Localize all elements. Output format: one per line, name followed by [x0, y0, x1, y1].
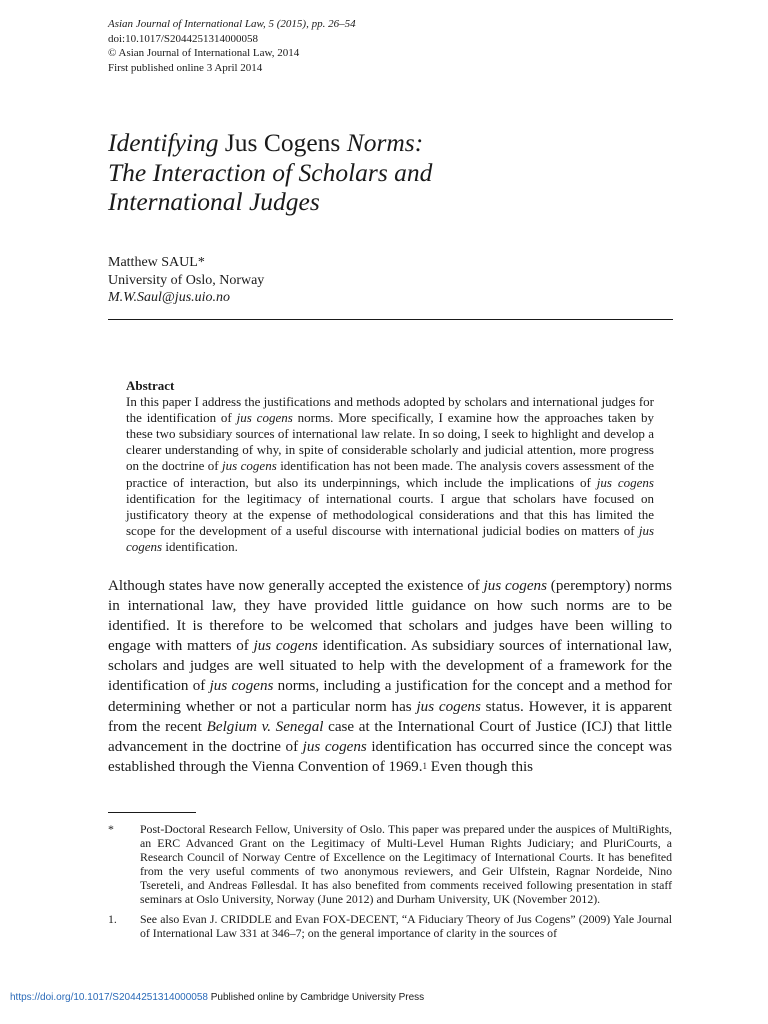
title-part-2: Jus Cogens — [218, 128, 347, 157]
title-part-1: Identifying — [108, 128, 219, 157]
footnote-mark: 1. — [108, 912, 117, 926]
footnote-item — [108, 912, 672, 940]
journal-citation: Asian Journal of International Law, 5 (2015), pp. 26–54 — [108, 18, 356, 30]
abstract — [126, 378, 654, 555]
first-published-line: First published online 3 April 2014 — [108, 61, 263, 74]
footnote-item — [108, 822, 672, 906]
header-divider — [108, 319, 673, 320]
publisher-footer — [10, 992, 424, 1003]
footnote-text: Post-Doctoral Research Fellow, University of Oslo. This paper was prepared under the auspices of MultiRights, an ERC Advanced Grant on the Legitimacy of Multi-Level Human Rights Judiciary; and PluriCourts, a Research Council of Norway Centre of Excellence on the Legitimacy of International Courts. It has benefited from the very useful comments of two anonymous reviewers, and Geir Ulfstein, Ragnar Nordeide, Nino Tsereteli, and Andreas Føllesdal. It has also benefited from comments received following presentation in staff seminars at Oslo University, Norway (June 2012) and Durham University, UK (November 2012). — [140, 822, 672, 906]
doi-line: doi:10.1017/S2044251314000058 — [108, 32, 259, 45]
article-metadata — [108, 17, 356, 75]
author-block — [108, 254, 264, 307]
author-name: Matthew SAUL* — [108, 255, 205, 270]
abstract-heading: Abstract — [126, 378, 175, 393]
article-title — [108, 128, 668, 217]
footnote-divider — [108, 812, 196, 813]
doi-link[interactable]: https://doi.org/10.1017/S2044251314000058 — [10, 992, 208, 1003]
author-email[interactable]: M.W.Saul@jus.uio.no — [108, 290, 231, 305]
title-part-3: Norms: — [346, 128, 424, 157]
title-line-2: The Interaction of Scholars and — [108, 157, 433, 187]
author-affiliation: University of Oslo, Norway — [108, 272, 265, 288]
body-paragraph: Although states have now generally accepted the existence of jus cogens (peremptory) norms in international law, they have provided little guidance on how such norms are to be identified. It is therefore to be welcomed that scholars and judges have been willing to engage with matters of jus cogens identification. As subsidiary sources of international law, scholars and judges are well situated to help with the development of a framework for the identification of jus cogens norms, including a justification for the concept and a method for determining whether or not a particular norm has jus cogens status. However, it is apparent from the recent Belgium v. Senegal case at the International Court of Justice (ICJ) that little advancement in the doctrine of jus cogens identification has occurred since the concept was established through the Vienna Convention of 1969.$^1$ Even though this — [108, 578, 672, 775]
footnote-ref-1[interactable]: 1 — [422, 760, 427, 771]
copyright-line: © Asian Journal of International Law, 2014 — [108, 47, 300, 59]
footnotes — [108, 822, 672, 946]
footnote-text: See also Evan J. CRIDDLE and Evan FOX-DECENT, “A Fiduciary Theory of Jus Cogens” (2009) Yale Journal of International Law 331 at 346–7; on the general importance of clarity in the sources of — [140, 912, 672, 940]
footnote-mark: * — [108, 822, 114, 836]
abstract-text: In this paper I address the justifications and methods adopted by scholars and international judges for the identification of jus cogens norms. More specifically, I examine how the approaches taken by these two subsidiary sources of international law relate. In so doing, I seek to highlight and develop a clearer understanding of why, in spite of considerable scholarly and judicial attention, more progress on the doctrine of jus cogens identification has not been made. The analysis covers assessment of the practice of interaction, but also its underpinnings, which include the implications of jus cogens identification for the legitimacy of international courts. I argue that scholars have focused on justificatory theory at the expense of methodological considerations and that this has limited the scope for the development of a useful discourse with international judicial bodies on matters of jus cogens identification. — [126, 394, 654, 554]
title-line-3: International Judges — [108, 187, 320, 216]
publisher-note: Published online by Cambridge University Press — [207, 992, 425, 1003]
